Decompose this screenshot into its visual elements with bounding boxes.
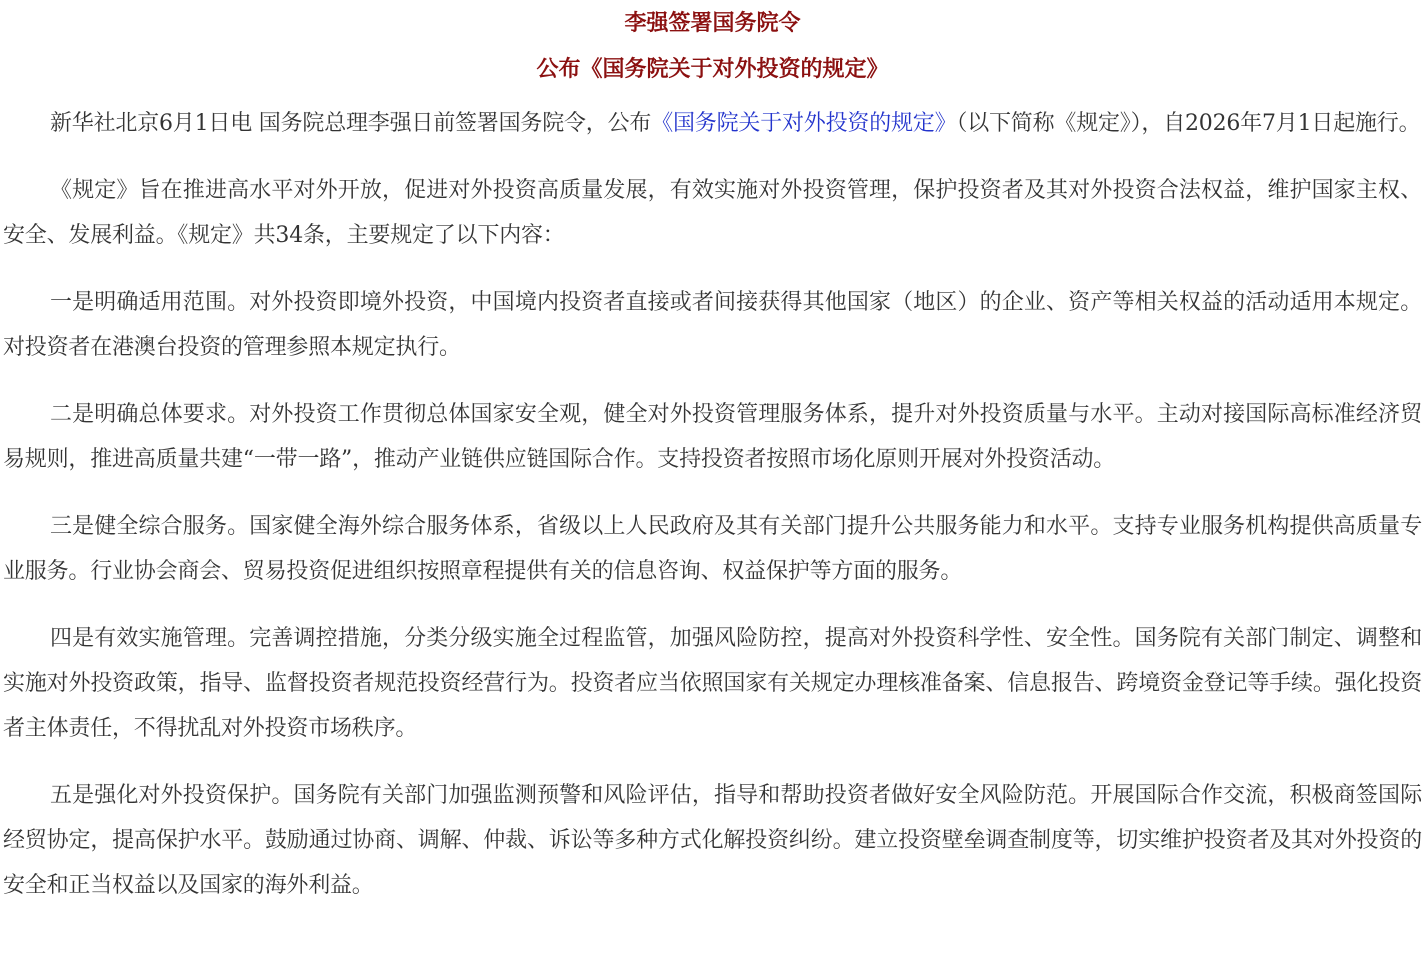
lead-text-before: 新华社北京6月1日电 国务院总理李强日前签署国务院令，公布 bbox=[50, 111, 652, 136]
regulation-title-link[interactable]: 《国务院关于对外投资的规定》 bbox=[651, 111, 957, 136]
paragraph-management: 四是有效实施管理。完善调控措施，分类分级实施全过程监管，加强风险防控，提高对外投资科学性、安全性。国务院有关部门制定、调整和实施对外投资政策，指导、监督投资者规范投资经营行为。投资者应当依照国家有关规定办理核准备案、信息报告、跨境资金登记等手续。强化投资者主体责任，不得扰乱对外投资市场秩序。 bbox=[3, 626, 1422, 741]
paragraph-general-requirements: 二是明确总体要求。对外投资工作贯彻总体国家安全观，健全对外投资管理服务体系，提升对外投资质量与水平。主动对接国际高标准经济贸易规则，推进高质量共建“一带一路”，推动产业链供应链国际合作。支持投资者按照市场化原则开展对外投资活动。 bbox=[3, 402, 1422, 472]
headline-line-1: 李强签署国务院令 bbox=[624, 10, 801, 36]
paragraph-comprehensive-services: 三是健全综合服务。国家健全海外综合服务体系，省级以上人民政府及其有关部门提升公共服务能力和水平。支持专业服务机构提供高质量专业服务。行业协会商会、贸易投资促进组织按照章程提供有关的信息咨询、权益保护等方面的服务。 bbox=[3, 514, 1422, 584]
paragraph-scope: 一是明确适用范围。对外投资即境外投资，中国境内投资者直接或者间接获得其他国家（地区）的企业、资产等相关权益的活动适用本规定。对投资者在港澳台投资的管理参照本规定执行。 bbox=[3, 290, 1422, 360]
paragraph-purpose: 《规定》旨在推进高水平对外开放，促进对外投资高质量发展，有效实施对外投资管理，保护投资者及其对外投资合法权益，维护国家主权、安全、发展利益。《规定》共34条，主要规定了以下内容： bbox=[3, 178, 1422, 248]
paragraph-lead bbox=[3, 101, 1422, 146]
headline-line-2: 公布《国务院关于对外投资的规定》 bbox=[536, 56, 889, 82]
lead-text-after: （以下简称《规定》），自2026年7月1日起施行。 bbox=[956, 111, 1421, 136]
paragraph-protection: 五是强化对外投资保护。国务院有关部门加强监测预警和风险评估，指导和帮助投资者做好安全风险防范。开展国际合作交流，积极商签国际经贸协定，提高保护水平。鼓励通过协商、调解、仲裁、诉讼等多种方式化解投资纠纷。建立投资壁垒调查制度等，切实维护投资者及其对外投资的安全和正当权益以及国家的海外利益。 bbox=[3, 783, 1422, 898]
